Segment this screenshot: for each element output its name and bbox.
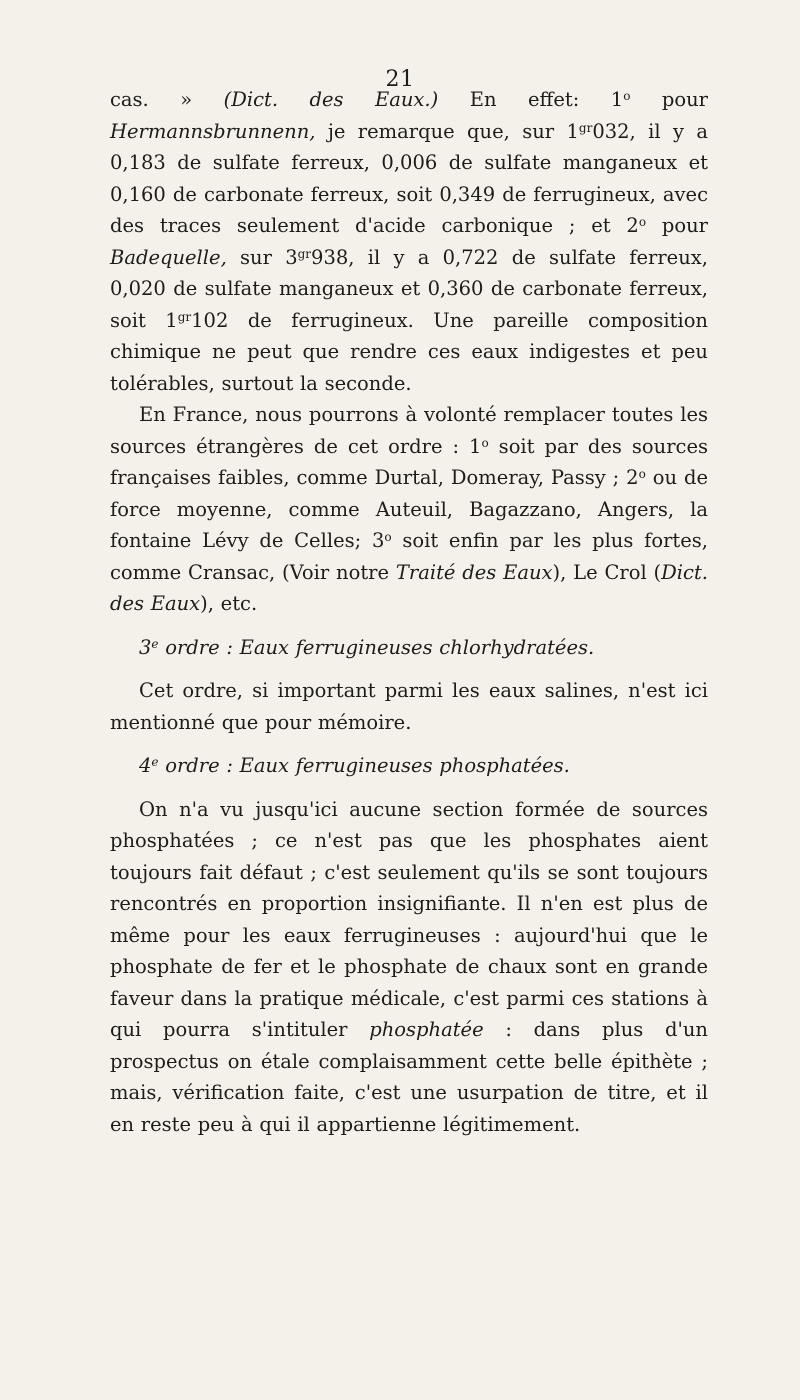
paragraph-dict-des-eaux: cas. » (Dict. des Eaux.) En effet: 1$^o$ pour Hermannsbrunnenn, je remarque que, sur $1^{gr}032$, il y a 0,183 de sulfate ferreux, 0,006 de sulfate manganeux et 0,160 de carbonate ferreux, soit 0,349 de ferrugineux, avec des traces seulement d'acide carbonique ; et 2$^o$ pour Badequelle, sur $3^{gr}938$, il y a 0,722 de sulfate ferreux, 0,020 de sulfate manganeux et 0,360 de carbonate ferreux, soit $1^{gr}102$ de ferrugineux. Une pareille composition chimique ne peut que rendre ces eaux indigestes et peu tolérables, surtout la seconde. — [110, 88, 708, 395]
paragraph-phosphates: On n'a vu jusqu'ici aucune section formée de sources phosphatées ; ce n'est pas que les phosphates aient toujours fait défaut ; c'est seulement qu'ils se sont toujours rencontrés en proportion insignifiante. Il n'en est plus de même pour les eaux ferrugineuses : aujourd'hui que le phosphate de fer et le phosphate de chaux sont en grande faveur dans la pratique médicale, c'est parmi ces stations à qui pourra s'intituler phosphatée : dans plus d'un prospectus on étale complaisamment cette belle épithète ; mais, vérification faite, c'est une usurpation de titre, et il en reste peu à qui il appartienne légitimement. — [110, 797, 708, 1136]
page-number: 21 — [385, 67, 415, 92]
paragraph-third-order: Cet ordre, si important parmi les eaux salines, n'est ici mentionné que pour mémoire. — [110, 679, 708, 734]
section-heading-third-order: 3e ordre : Eaux ferrugineuses chlorhydratées. — [139, 635, 595, 659]
paragraph-france-sources: En France, nous pourrons à volonté remplacer toutes les sources étrangères de cet ordre : 1$^o$ soit par des sources françaises faibles, comme Durtal, Domeray, Passy ; 2$^o$ ou de force moyenne, comme Auteuil, Bagazzano, Angers, la fontaine Lévy de Celles; 3$^o$ soit enfin par les plus fortes, comme Cransac, (Voir notre Traité des Eaux), Le Crol (Dict. des Eaux), etc. — [110, 403, 709, 615]
body-text — [110, 84, 708, 1140]
section-heading-fourth-order: 4e ordre : Eaux ferrugineuses phosphatées. — [139, 754, 570, 777]
